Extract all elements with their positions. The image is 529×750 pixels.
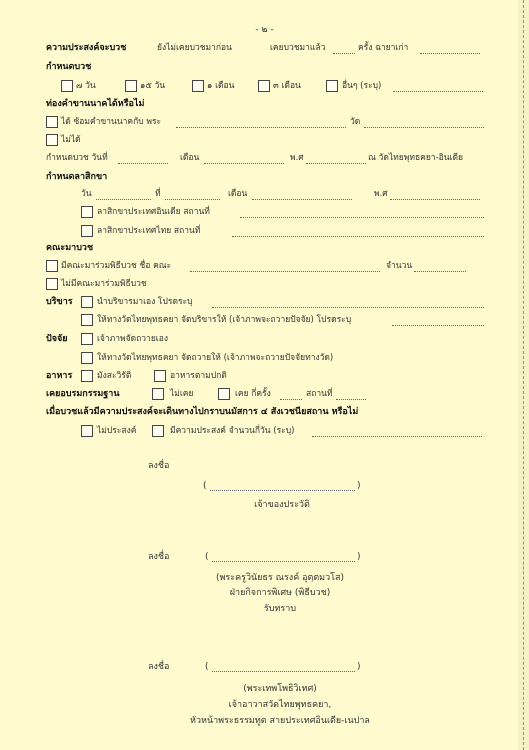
meditation-never-label: ไม่เคย [170,389,194,399]
owner-title: เจ้าของประวัติ [254,500,310,510]
disrobe-year-field[interactable] [390,199,480,200]
disrobe-thailand-label: ลาสิกขาประเทศไทย สถานที่ [97,226,201,236]
requisites-temple-field[interactable] [392,325,484,326]
ordain-15day-checkbox[interactable] [125,80,137,92]
ordain-3month-label: ๓ เดือน [273,81,301,91]
page-number: - ๒ - [255,25,274,35]
ordain-other-label: อื่นๆ (ระบุ) [342,81,382,91]
naga-temple-field[interactable] [364,127,484,128]
ordain-month-field[interactable] [204,163,284,164]
signature-3-field[interactable] [212,671,355,672]
times-field[interactable] [333,53,355,54]
monk3-role-2: หัวหน้าพระธรรมทูต สายประเทศอินเดีย-เนปาล [190,716,370,726]
ordain-7day-checkbox[interactable] [61,80,73,92]
signature-1-label: ลงชื่อ [148,461,170,471]
group-count-label: จำนวน [386,261,413,271]
disrobe-day-field[interactable] [96,199,151,200]
signature-1-field[interactable] [210,490,355,491]
disrobe-date-field[interactable] [165,199,220,200]
requisites-self-checkbox[interactable] [81,296,93,308]
group-yes-checkbox[interactable] [46,260,58,272]
signature-2-open: ( [205,552,209,562]
food-label: อาหาร [46,371,73,381]
requisites-self-label: นำบริขารมาเอง โปรดระบุ [97,297,193,307]
funds-host-checkbox[interactable] [81,333,93,345]
group-label: คณะมาบวช [46,243,94,253]
ordain-1month-label: ๑ เดือน [207,81,235,91]
food-normal-checkbox[interactable] [154,370,166,382]
ordain-3month-checkbox[interactable] [258,80,270,92]
ordain-year-field[interactable] [306,163,366,164]
ordain-other-field[interactable] [393,91,483,92]
pilgrimage-yes-label: มีความประสงค์ จำนวนกี่วัน (ระบุ) [170,426,295,436]
ordain-day-field[interactable] [118,163,168,164]
group-name-field[interactable] [190,271,380,272]
naga-no-label: ไม่ได้ [61,135,81,145]
disrobe-date-label: ที่ [155,189,161,199]
food-vegetarian-checkbox[interactable] [81,370,93,382]
pilgrimage-no-label: ไม่ประสงค์ [97,426,137,436]
meditation-place-label: สถานที่ [306,389,333,399]
monk2-ack: รับทราบ [263,604,297,614]
funds-temple-checkbox[interactable] [81,352,93,364]
requisites-label: บริขาร [46,297,73,307]
naga-monk-field[interactable] [176,127,346,128]
pilgrimage-days-field[interactable] [312,436,482,437]
group-no-label: ไม่มีคณะมาร่วมพิธีบวช [61,279,147,289]
purpose-before-option[interactable]: เคยบวชมาแล้ว [270,43,326,53]
naga-label: ท่องคำขานนาคได้หรือไม่ [46,99,145,109]
disrobe-month-field[interactable] [252,199,352,200]
group-yes-label: มีคณะมาร่วมพิธีบวช ชื่อ คณะ [61,261,172,271]
ordain-15day-label: ๑๕ วัน [140,81,166,91]
signature-1-close: ) [357,481,361,491]
times-label: ครั้ง ฉายาเก่า [358,43,409,53]
pilgrimage-no-checkbox[interactable] [81,425,93,437]
funds-host-label: เจ้าภาพจัดถวายเอง [97,334,168,344]
requisites-temple-label: ให้ทางวัดไทยพุทธคยา จัดบริขารให้ (เจ้าภาพจะถวายปัจจัย) โปรดระบุ [97,315,352,325]
signature-2-field[interactable] [212,561,355,562]
naga-temple-label: วัด [350,117,361,127]
disrobe-day-label: วัน [81,189,92,199]
food-normal-label: อาหารตามปกติ [170,371,227,381]
naga-yes-label: ได้ ซ้อมคำขานนาคกับ พระ [61,117,162,127]
meditation-label: เคยอบรมกรรมฐาน [46,389,120,399]
requisites-self-field[interactable] [212,307,484,308]
disrobe-india-label: ลาสิกขาประเทศอินเดีย สถานที่ [97,207,210,217]
disrobe-month-label: เดือน [228,189,248,199]
disrobe-thailand-checkbox[interactable] [81,225,93,237]
purpose-label: ความประสงค์จะบวช [46,43,127,53]
ordain-period-label: กำหนดบวช [46,62,92,72]
signature-3-close: ) [357,662,361,672]
monk3-name: (พระเทพโพธิวิเทศ) [243,684,317,694]
ordain-1month-checkbox[interactable] [192,80,204,92]
funds-temple-label: ให้ทางวัดไทยพุทธคยา จัดถวายให้ (เจ้าภาพจะถวายปัจจัยทางวัด) [97,353,334,363]
pilgrimage-yes-checkbox[interactable] [152,425,164,437]
ordain-month-label: เดือน [180,153,200,163]
group-count-field[interactable] [414,271,466,272]
naga-yes-checkbox[interactable] [46,116,58,128]
ordain-date-label: กำหนดบวช วันที่ [46,153,108,163]
requisites-temple-checkbox[interactable] [81,314,93,326]
perforation-line [523,0,524,750]
signature-1-open: ( [203,481,207,491]
food-vegetarian-label: มังสะวิรัติ [97,371,132,381]
disrobe-india-checkbox[interactable] [81,206,93,218]
meditation-never-checkbox[interactable] [152,388,164,400]
purpose-never-option[interactable]: ยังไม่เคยบวชมาก่อน [157,43,232,53]
meditation-place-field[interactable] [336,399,366,400]
disrobe-year-label: พ.ศ [374,189,388,199]
meditation-before-checkbox[interactable] [218,388,230,400]
meditation-times-field[interactable] [280,399,302,400]
pilgrimage-question: เมื่อบวชแล้วมีความประสงค์จะเดินทางไปกราบนมัสการ ๔ สังเวชนียสถาน หรือไม่ [46,407,359,417]
funds-label: ปัจจัย [46,334,68,344]
signature-3-open: ( [205,662,209,672]
disrobe-india-place-field[interactable] [240,217,484,218]
disrobe-label: กำหนดลาสิกขา [46,172,108,182]
group-no-checkbox[interactable] [46,278,58,290]
disrobe-thailand-place-field[interactable] [232,236,484,237]
old-monastic-name-field[interactable] [420,53,480,54]
monk2-name: (พระครูวินัยธร ณรงค์ อุตฺตมวโส) [215,573,344,583]
signature-3-label: ลงชื่อ [148,662,170,672]
ordain-year-label: พ.ศ [290,153,304,163]
signature-2-label: ลงชื่อ [148,552,170,562]
monk2-role: ฝ่ายกิจการพิเศษ (พิธีบวช) [229,588,331,598]
naga-no-checkbox[interactable] [46,134,58,146]
ordain-other-checkbox[interactable] [326,80,338,92]
ordain-7day-label: ๗ วัน [76,81,96,91]
meditation-before-label: เคย กี่ครั้ง [235,389,271,399]
ordain-place-label: ณ วัดไทยพุทธคยา-อินเดีย [368,153,463,163]
monk3-role-1: เจ้าอาวาสวัดไทยพุทธคยา, [228,700,332,710]
signature-2-close: ) [357,552,361,562]
